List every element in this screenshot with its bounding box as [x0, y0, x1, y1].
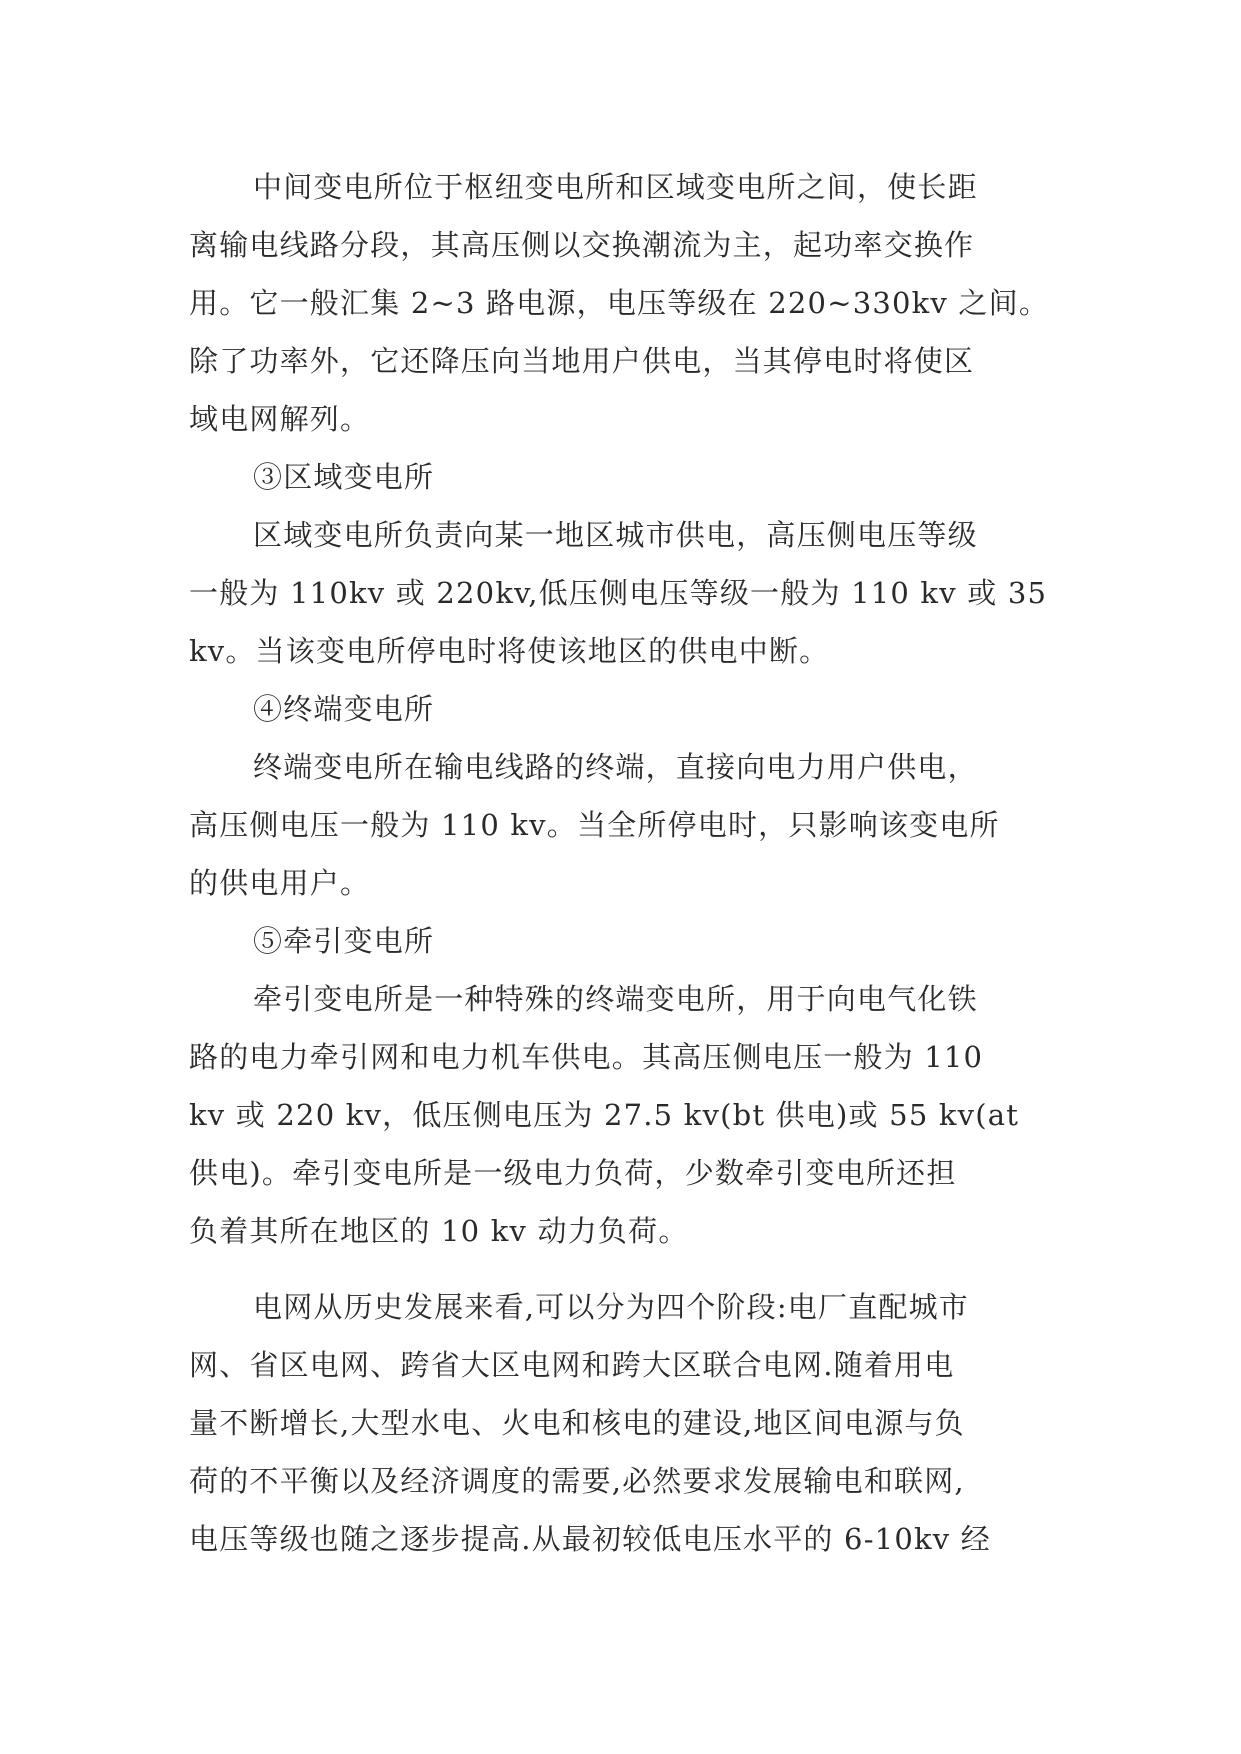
paragraph-line: 高压侧电压一般为 110 kv。当全所停电时，只影响该变电所	[189, 808, 1000, 842]
paragraph-line: 除了功率外，它还降压向当地用户供电，当其停电时将使区	[189, 344, 975, 378]
paragraph-line: 的供电用户。	[189, 866, 371, 900]
paragraph-line: 中间变电所位于枢纽变电所和区域变电所之间，使长距	[253, 170, 978, 204]
paragraph-line: 电压等级也随之逐步提高.从最初较低电压水平的 6-10kv 经	[189, 1522, 991, 1556]
paragraph-line: 量不断增长,大型水电、火电和核电的建设,地区间电源与负	[189, 1406, 965, 1440]
paragraph-line: 域电网解列。	[189, 402, 371, 436]
section-heading: ⑤牵引变电所	[253, 924, 435, 958]
paragraph-line: 一般为 110kv 或 220kv,低压侧电压等级一般为 110 kv 或 35	[189, 576, 1048, 610]
section-heading: ④终端变电所	[253, 692, 435, 726]
paragraph-line: kv。当该变电所停电时将使该地区的供电中断。	[189, 634, 830, 668]
paragraph-line: 用。它一般汇集 2~3 路电源，电压等级在 220~330kv 之间。	[189, 286, 1050, 320]
paragraph-line: 供电)。牵引变电所是一级电力负荷，少数牵引变电所还担	[189, 1156, 957, 1190]
paragraph-line: 负着其所在地区的 10 kv 动力负荷。	[189, 1214, 689, 1248]
paragraph-line: 牵引变电所是一种特殊的终端变电所，用于向电气化铁	[253, 982, 978, 1016]
paragraph-line: 荷的不平衡以及经济调度的需要,必然要求发展输电和联网,	[189, 1464, 965, 1498]
paragraph-line: kv 或 220 kv，低压侧电压为 27.5 kv(bt 供电)或 55 kv(at	[189, 1098, 1020, 1132]
section-heading: ③区域变电所	[253, 460, 435, 494]
paragraph-line: 路的电力牵引网和电力机车供电。其高压侧电压一般为 110	[189, 1040, 984, 1074]
paragraph-line: 网、省区电网、跨省大区电网和跨大区联合电网.随着用电	[189, 1348, 955, 1382]
paragraph-line: 区域变电所负责向某一地区城市供电，高压侧电压等级	[253, 518, 978, 552]
document-body	[189, 158, 1059, 1568]
paragraph-line: 离输电线路分段，其高压侧以交换潮流为主，起功率交换作	[189, 228, 975, 262]
paragraph-line: 终端变电所在输电线路的终端，直接向电力用户供电，	[253, 750, 978, 784]
paragraph-line: 电网从历史发展来看,可以分为四个阶段:电厂直配城市	[253, 1290, 969, 1324]
paragraph-spacer	[189, 1260, 1059, 1278]
